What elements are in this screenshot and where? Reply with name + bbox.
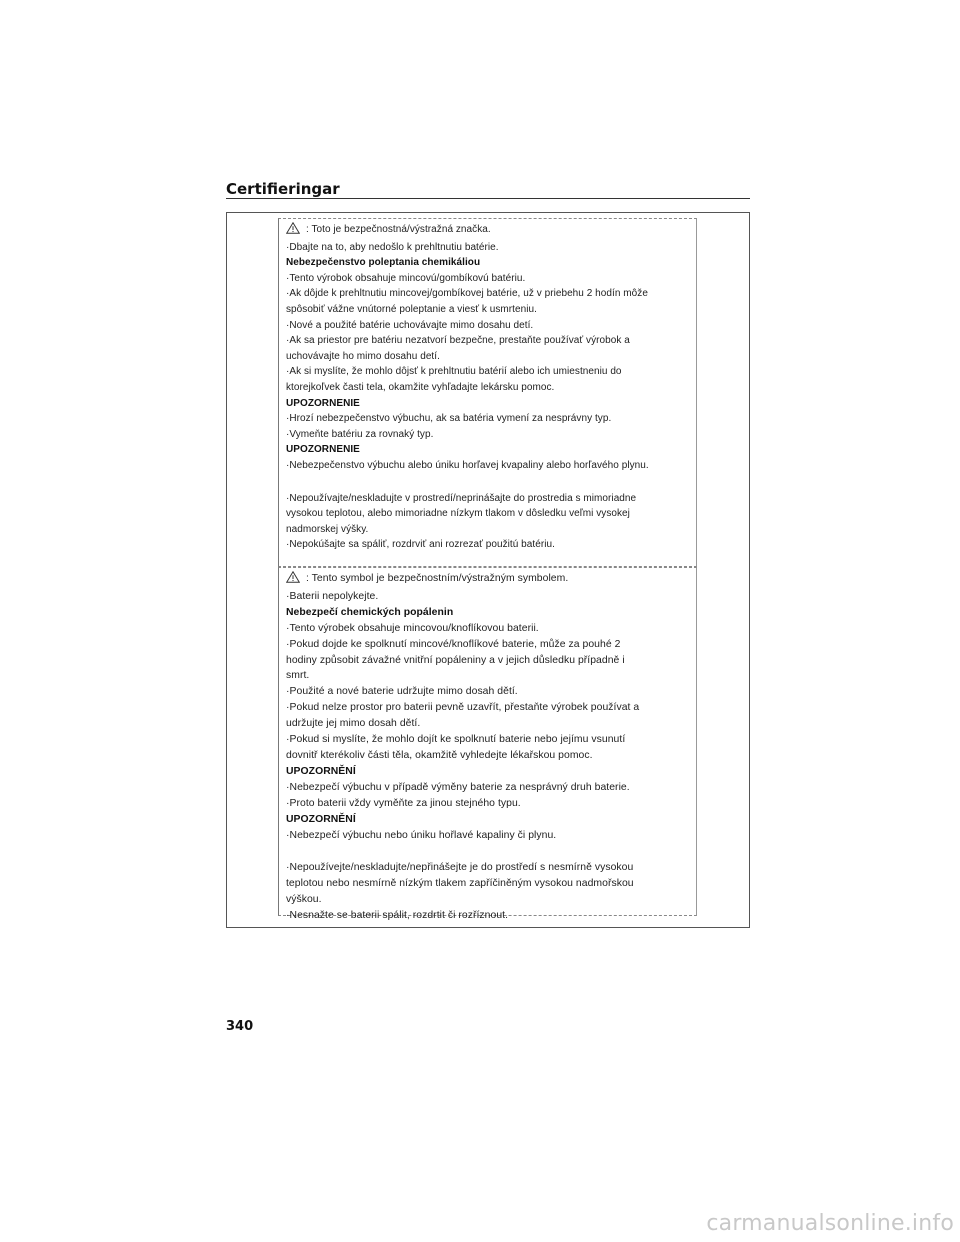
czech-text-line: ·Baterii nepolykejte. [286,590,379,602]
czech-text-line: ·Nebezpečí výbuchu v případě výměny baterie za nesprávný druh baterie. [286,781,630,793]
czech-text-line: výškou. [286,894,322,906]
warning-triangle-icon [286,222,300,240]
czech-text-line: dovnitř kterékoliv části těla, okamžitě vyhledejte lékařskou pomoc. [286,749,593,761]
czech-heading: Nebezpečí chemických popálenin [286,606,454,618]
slovak-text-line: ·Tento výrobok obsahuje mincovú/gombíkovú batériu. [286,272,526,284]
czech-text-line: ·Použité a nové baterie udržujte mimo dosah dětí. [286,686,518,698]
czech-text-line: ·Proto baterii vždy vyměňte za jinou stejného typu. [286,797,521,809]
slovak-text-line: ·Nepoužívajte/neskladujte v prostredí/neprinášajte do prostredia s mimoriadne [286,492,637,504]
slovak-text-line: ·Nebezpečenstvo výbuchu alebo úniku horľavej kvapaliny alebo horľavého plynu. [286,459,649,471]
czech-icon-caption: : Tento symbol je bezpečnostním/výstražným symbolem. [306,573,569,584]
slovak-heading: Nebezpečenstvo poleptania chemikáliou [286,257,481,269]
slovak-text-line: ·Dbajte na to, aby nedošlo k prehltnutiu batérie. [286,241,499,253]
slovak-heading: UPOZORNENIE [286,397,360,409]
slovak-warning-block [278,218,697,567]
slovak-icon-line [286,222,690,240]
slovak-text-line: vysokou teplotou, alebo mimoriadne nízkym tlakom v dôsledku veľmi vysokej [286,508,630,520]
section-title: Certifieringar [226,180,340,198]
slovak-text-line: ktorejkoľvek časti tela, okamžite vyhľadajte lekársku pomoc. [286,381,555,393]
czech-text-line: smrt. [286,670,310,682]
warning-triangle-icon [286,571,300,589]
slovak-text-line: ·Nepokúšajte sa spáliť, rozdrviť ani rozrezať použitú batériu. [286,539,555,551]
czech-text-line: ·Pokud si myslíte, že mohlo dojít ke spolknutí baterie nebo jejímu vsunutí [286,734,626,746]
slovak-heading: UPOZORNENIE [286,444,360,456]
title-divider [226,198,750,199]
slovak-text-line: ·Ak sa priestor pre batériu nezatvorí bezpečne, prestaňte používať výrobok a [286,335,630,347]
czech-text-line: udržujte jej mimo dosah dětí. [286,718,421,730]
czech-text-line: ·Pokud dojde ke spolknutí mincové/knoflíkové baterie, může za pouhé 2 [286,638,621,650]
slovak-spacer [286,474,690,491]
slovak-text-lines [286,240,690,553]
slovak-text-line: ·Ak dôjde k prehltnutiu mincovej/gombíkovej batérie, už v priebehu 2 hodín môže [286,288,648,300]
czech-heading: UPOZORNĚNÍ [286,765,356,777]
slovak-text-line: ·Hrozí nebezpečenstvo výbuchu, ak sa batéria vymení za nesprávny typ. [286,413,612,425]
czech-warning-block [278,567,697,922]
page-number: 340 [226,1019,254,1034]
slovak-text-line: uchovávajte ho mimo dosahu detí. [286,350,440,362]
watermark: carmanualsonline.info [706,1211,954,1236]
czech-text-lines [286,589,690,924]
slovak-icon-caption: : Toto je bezpečnostná/výstražná značka. [306,224,491,235]
czech-text-line: ·Pokud nelze prostor pro baterii pevně uzavřít, přestaňte výrobek používat a [286,702,640,714]
czech-heading: UPOZORNĚNÍ [286,813,356,825]
slovak-text-line: ·Nové a použité batérie uchovávajte mimo dosahu detí. [286,319,534,331]
czech-text-line: teplotou nebo nesmírně nízkým tlakem zapříčiněným vysokou nadmořskou [286,878,634,890]
slovak-text-line: ·Ak si myslíte, že mohlo dôjsť k prehltnutiu batérií alebo ich umiestneniu do [286,366,622,378]
czech-spacer [286,843,690,860]
slovak-text-line: ·Vymeňte batériu za rovnaký typ. [286,428,434,440]
czech-text-line: ·Nesnažte se baterii spálit, rozdrtit či rozříznout. [286,910,509,922]
czech-text-line: ·Nepoužívejte/neskladujte/nepřinášejte je do prostředí s nesmírně vysokou [286,862,634,874]
czech-text-line: hodiny způsobit závažné vnitřní popáleniny a v jejich důsledku případně i [286,654,625,666]
slovak-text-line: spôsobiť vážne vnútorné poleptanie a viesť k usmrteniu. [286,303,537,315]
czech-icon-line [286,571,690,589]
slovak-text-line: nadmorskej výšky. [286,523,369,535]
czech-text-line: ·Tento výrobek obsahuje mincovou/knoflíkovou baterii. [286,622,539,634]
czech-text-line: ·Nebezpečí výbuchu nebo úniku hořlavé kapaliny či plynu. [286,829,557,841]
